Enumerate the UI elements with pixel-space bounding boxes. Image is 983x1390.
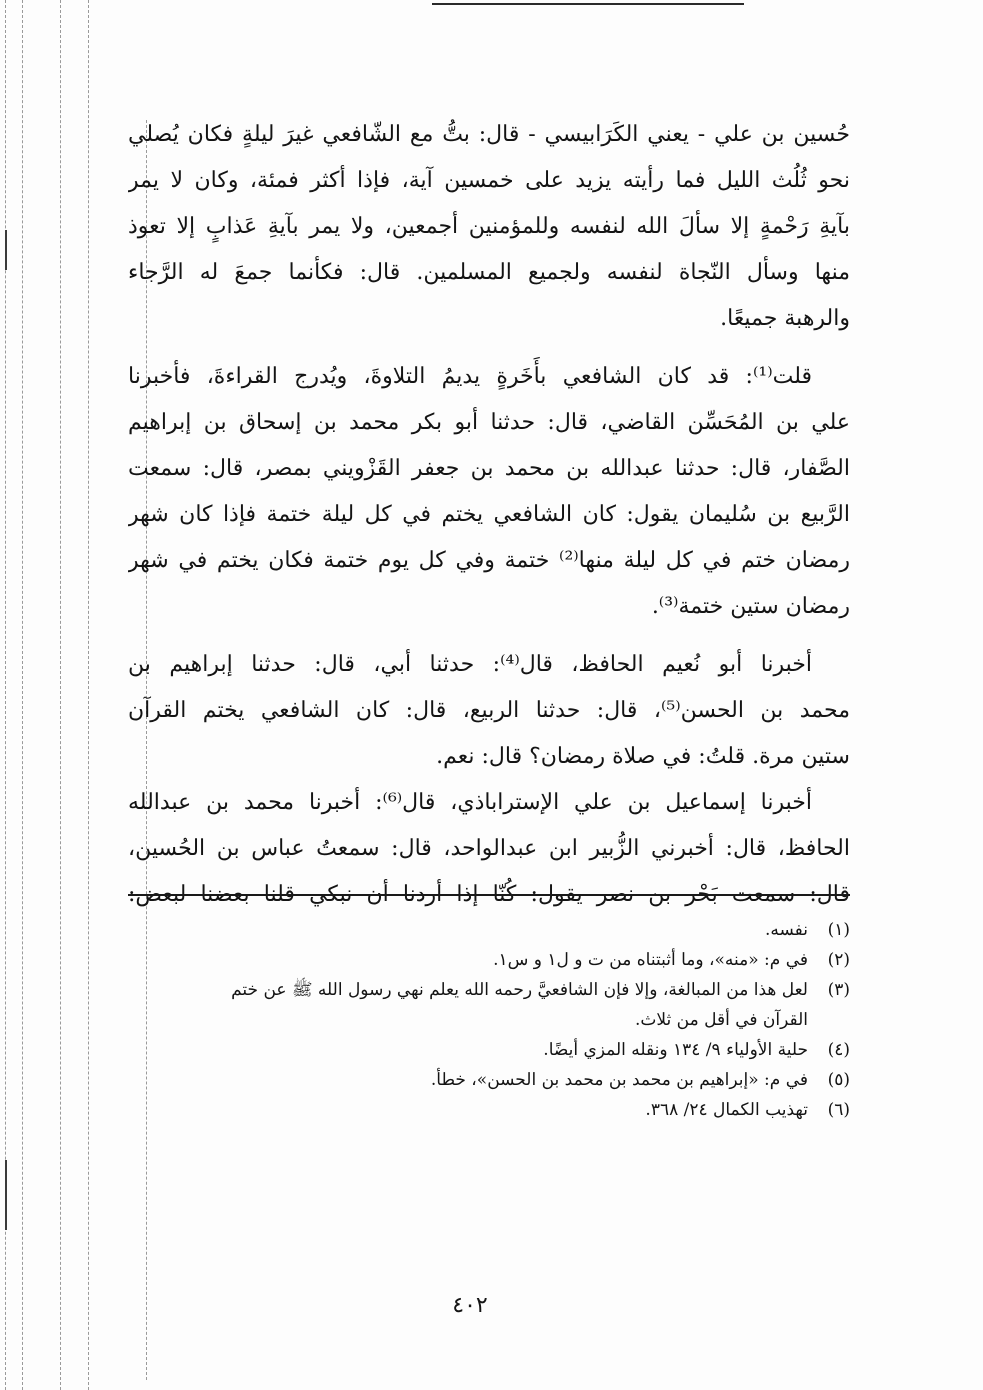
text-line: والرهبة جميعًا.	[720, 306, 850, 331]
footnote-number: (٥)	[827, 1070, 850, 1090]
scan-edge-mark	[5, 1160, 7, 1230]
footnote-number: (٤)	[827, 1040, 850, 1060]
footnote-text: في م: «إبراهيم بن محمد بن محمد بن الحسن»، خطأ.	[430, 1070, 808, 1090]
text-line: أخبرنا إسماعيل بن علي الإستراباذي، قال⁽⁶⁾: أخبرنا محمد بن عبدالله	[128, 790, 812, 815]
text-line: الحافظ، قال: أخبرني الزُّبير ابن عبدالواحد، قال: سمعتُ عباس بن الحُسين،	[128, 836, 850, 861]
text-line: علي بن المُحَسِّن القاضي، قال: حدثنا أبو بكر محمد بن إسحاق بن إبراهيم	[128, 410, 850, 435]
footnote-text: القرآن في أقل من ثلاث.	[634, 1010, 808, 1030]
page-number: ٤٠٢	[452, 1293, 488, 1318]
text-line: قلت⁽¹⁾: قد كان الشافعي بأَخَرةٍ يديمُ التلاوةَ، ويُدرج القراءةَ، فأخبرنا	[128, 364, 812, 389]
scan-margin-mark	[88, 0, 89, 1390]
footnote	[128, 1065, 850, 1095]
footnote	[128, 1095, 850, 1125]
footnote-text: في م: «منه»، وما أثبتناه من ت و ل١ و س١.	[493, 950, 808, 970]
footnote-text: لعل هذا من المبالغة، وإلا فإن الشافعيَّ رحمه الله يعلم نهي رسول الله ﷺ عن ختم	[231, 980, 808, 1000]
text-line: رمضان ختم في كل ليلة منها⁽²⁾ ختمة وفي كل يوم ختمة فكان يختم في شهر	[128, 548, 850, 573]
text-line: محمد بن الحسن⁽⁵⁾، قال: حدثنا الربيع، قال: كان الشافعي يختم القرآن	[128, 698, 850, 723]
footnote	[128, 945, 850, 975]
footnote-continuation	[128, 1005, 850, 1035]
scan-margin-mark	[60, 0, 61, 1390]
text-line: حُسين بن علي - يعني الكَرَابيسي - قال: بتُّ مع الشّافعي غيرَ ليلةٍ فكان يُصلي	[128, 122, 850, 147]
text-line: نحو ثُلُث الليل فما رأيته يزيد على خمسين آية، فإذا أكثر فمئة، وكان لا يمر	[128, 168, 850, 193]
scan-margin-mark	[22, 0, 23, 1390]
scan-edge-mark	[5, 230, 7, 270]
footnote-text: تهذيب الكمال ٢٤/ ٣٦٨.	[645, 1100, 808, 1120]
main-text	[128, 112, 850, 918]
footnote	[128, 975, 850, 1005]
text-line: ستين مرة. قلتُ: في صلاة رمضان؟ قال: نعم.	[436, 744, 850, 769]
text-line: قال: سمعت بَحْر بن نصر يقول: كُنّا إذا أردنا أن نبكي قلنا بعضنا لبعض:	[128, 882, 850, 907]
text-line: الرَّبيع بن سُليمان يقول: كان الشافعي يختم في كل ليلة ختمة فإذا كان شهر	[128, 502, 850, 527]
scan-top-border	[432, 3, 744, 5]
footnote-number: (٢)	[827, 950, 850, 970]
text-line: بآيةِ رَحْمةٍ إلا سألَ الله لنفسه وللمؤمنين أجمعين، ولا يمر بآيةِ عَذابٍ إلا تعوذ	[128, 214, 850, 239]
footnotes	[128, 915, 850, 1125]
text-line: رمضان ستين ختمة⁽³⁾.	[651, 594, 850, 619]
footnote-number: (٣)	[827, 980, 850, 1000]
footnote-separator	[128, 894, 850, 896]
footnote-number: (٦)	[827, 1100, 850, 1120]
footnote-text: حلية الأولياء ٩/ ١٣٤ ونقله المزي أيضًا.	[543, 1040, 808, 1060]
text-line: الصَّفار، قال: حدثنا عبدالله بن محمد بن جعفر القَزْويني بمصر، قال: سمعت	[128, 456, 850, 481]
footnote-text: نفسه.	[764, 920, 808, 940]
text-line: أخبرنا أبو نُعيم الحافظ، قال⁽⁴⁾: حدثنا أبي، قال: حدثنا إبراهيم بن	[128, 652, 813, 677]
footnote-number: (١)	[827, 920, 850, 940]
footnote	[128, 1035, 850, 1065]
text-line: منها وسأل النّجاة لنفسه ولجميع المسلمين. قال: فكأنما جمعَ له الرَّجاء	[128, 260, 850, 285]
footnote	[128, 915, 850, 945]
